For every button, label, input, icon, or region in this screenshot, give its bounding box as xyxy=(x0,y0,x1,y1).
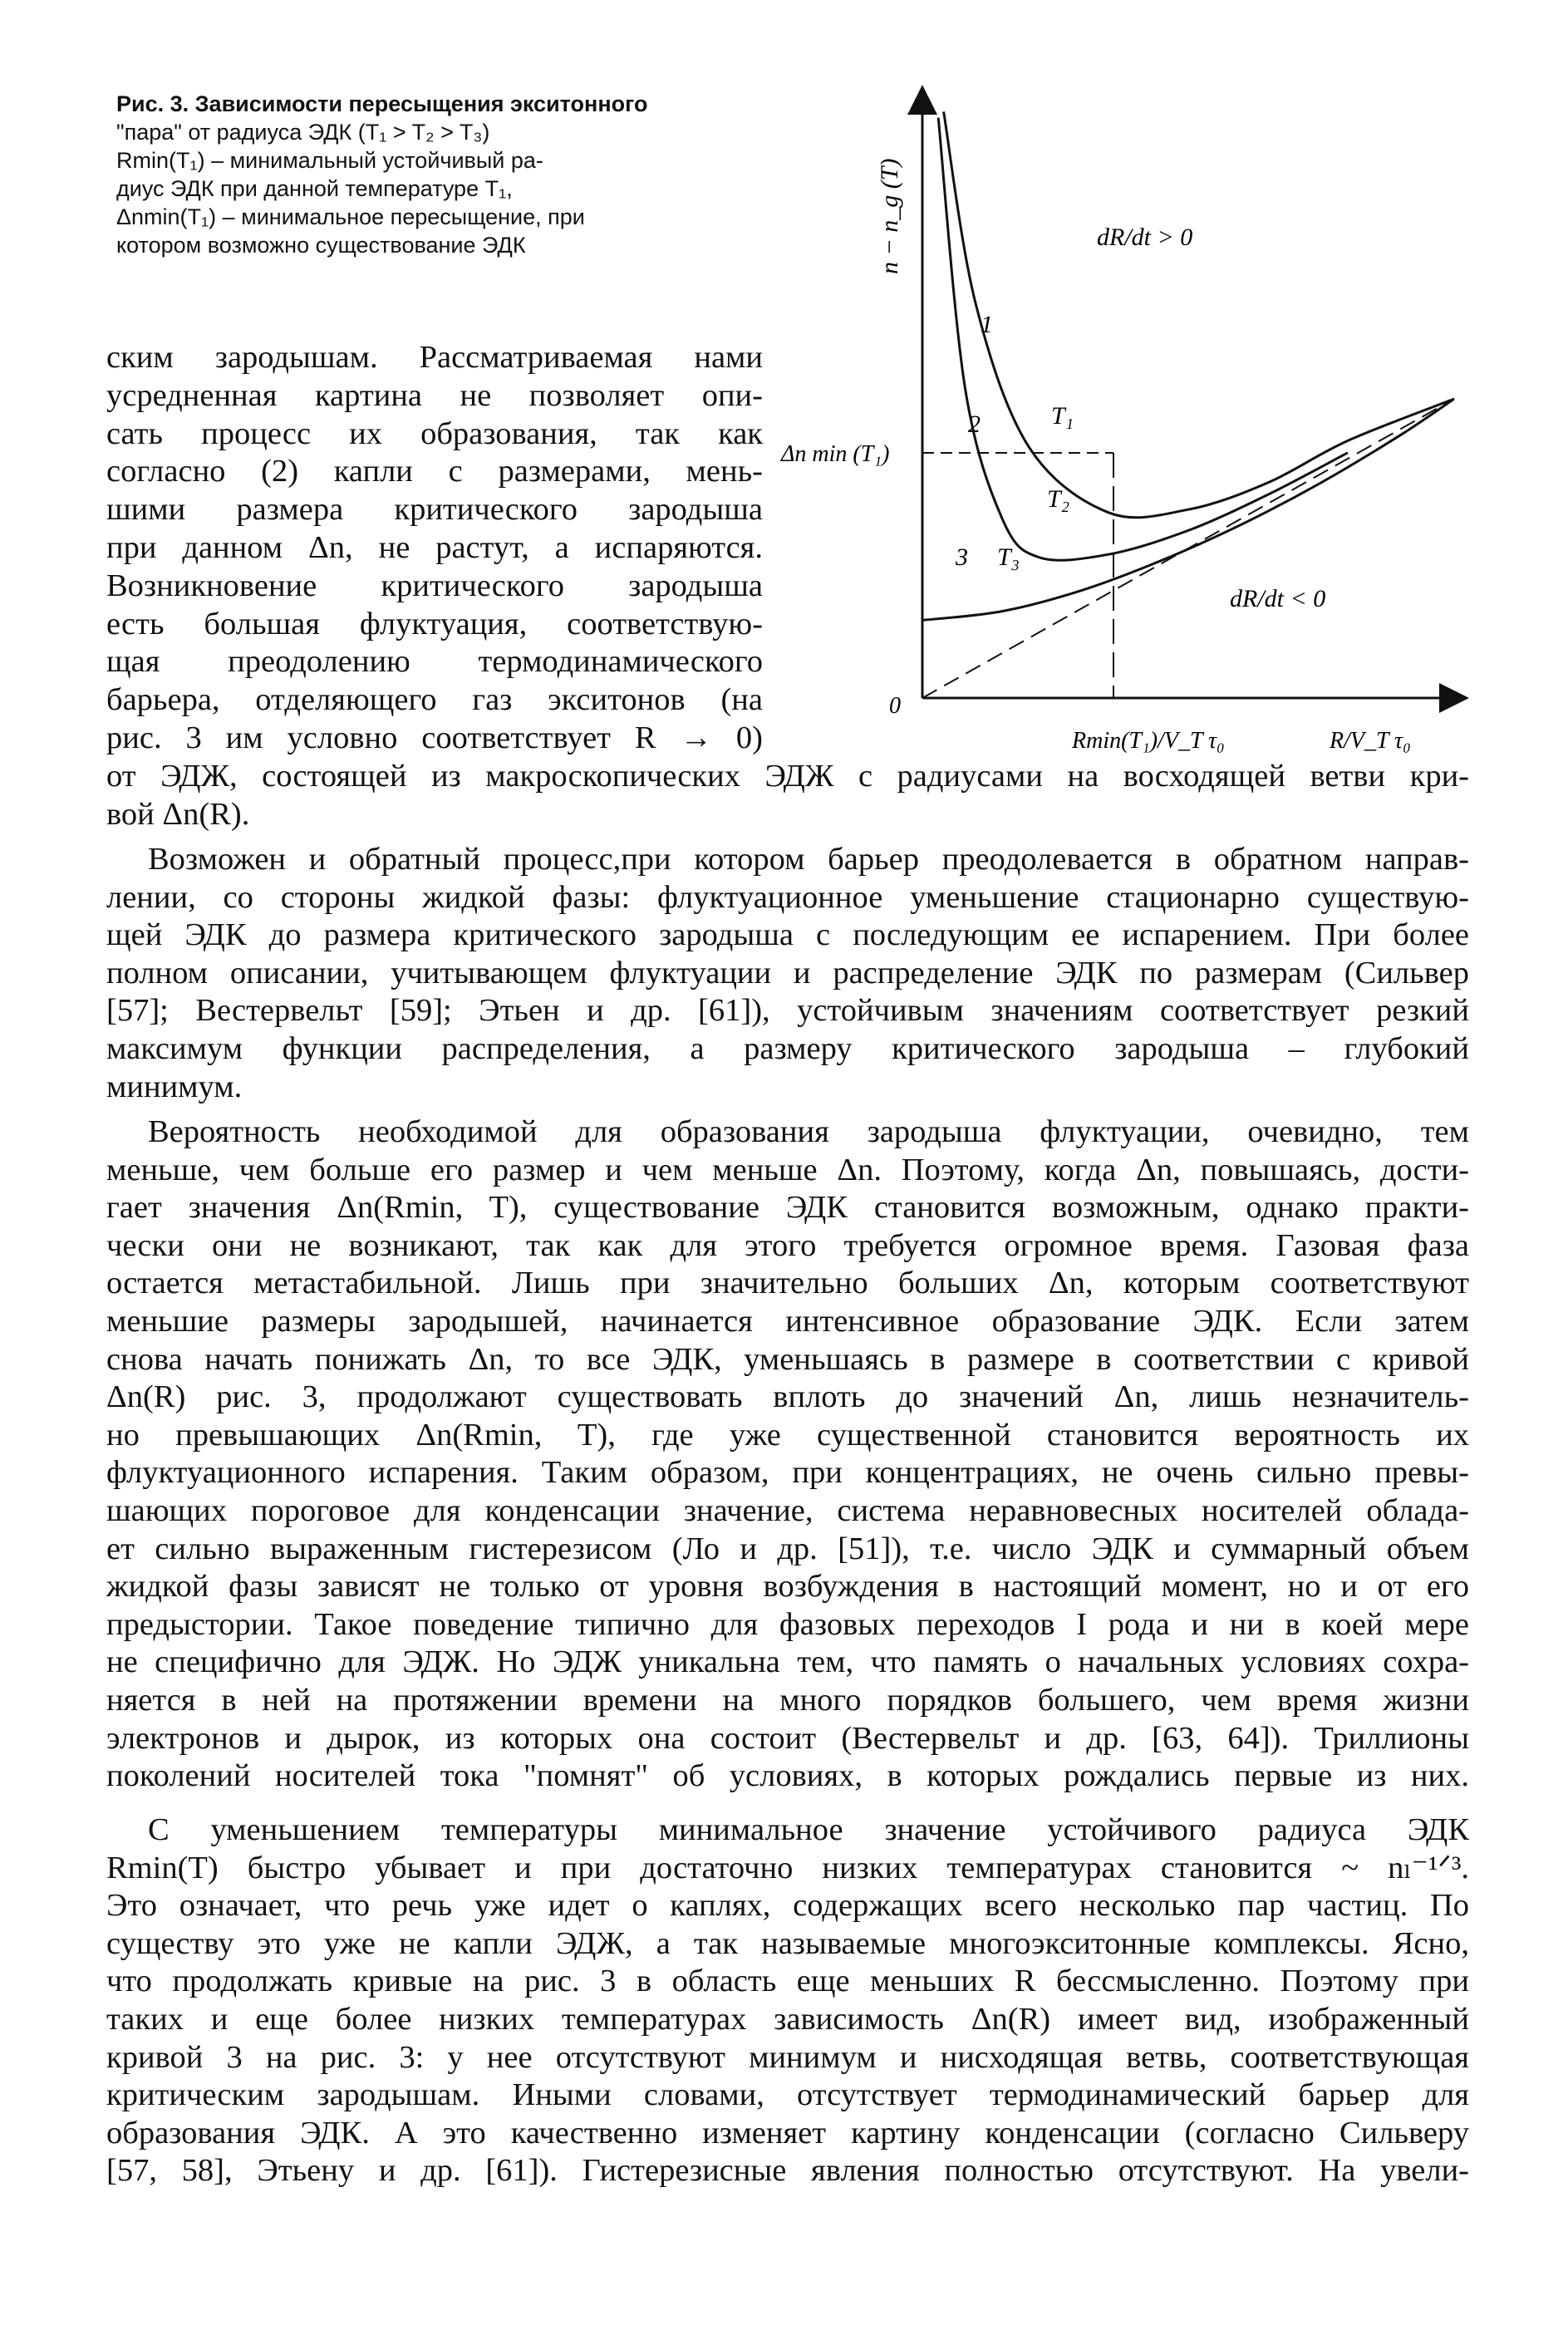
text-line: есть большая флуктуация, соответствую- xyxy=(106,606,763,641)
text-line: максимум функции распределения, а размеру критического зародыша – глубокий xyxy=(106,1030,1469,1066)
text-line: сать процесс их образования, так как xyxy=(106,415,763,451)
text-line: гает значения Δn(Rmin, T), существование ЭДК становится возможным, однако практи- xyxy=(106,1190,1469,1226)
temperature-t1-label: T₁ xyxy=(1051,402,1074,430)
caption-line: Δnmin(T₁) – минимальное пересыщение, при xyxy=(116,204,585,229)
dr-dt-negative-label: dR/dt < 0 xyxy=(1230,585,1326,612)
rmin-axis-label: Rmin(T₁)/V_T τ₀ xyxy=(1072,728,1225,754)
origin-label: 0 xyxy=(889,693,901,719)
text-line: поколений носителей тока "помнят" об условиях, в которых рождались первые из них. xyxy=(106,1758,1469,1794)
paragraph-3 xyxy=(106,1113,1469,1796)
dn-min-label: Δn min (T₁) xyxy=(781,441,890,467)
temperature-t3-label: T₃ xyxy=(997,543,1020,571)
text-line: жидкой фазы зависят не только от уровня возбуждения в настоящий момент, но и от его xyxy=(106,1569,1469,1605)
text-line: лении, со стороны жидкой фазы: флуктуационное уменьшение стационарно существую- xyxy=(106,879,1469,915)
text-line: Вероятность необходимой для образования зародыша флуктуации, очевидно, тем xyxy=(148,1114,1469,1149)
text-line: от ЭДЖ, состоящей из макроскопических ЭДЖ с радиусами на восходящей ветви кри- xyxy=(106,759,1469,794)
text-line: таких и еще более низких температурах зависимость Δn(R) имеет вид, изображенный xyxy=(106,2001,1469,2037)
text-line: Rmin(T) быстро убывает и при достаточно низких температурах становится ~ nₗ⁻¹ᐟ³. xyxy=(106,1850,1469,1885)
text-line: усредненная картина не позволяет опи- xyxy=(106,377,763,413)
text-line: снова начать понижать Δn, то все ЭДК, уменьшаясь в размере в соответствии с кривой xyxy=(106,1341,1469,1377)
narrow-column xyxy=(106,339,763,758)
text-line: что продолжать кривые на рис. 3 в область еще меньших R бессмысленно. Поэтому при xyxy=(106,1964,1469,1999)
text-line: существу это уже не капли ЭДЖ, а так называемые многоэкситонные комплексы. Ясно, xyxy=(106,1925,1469,1961)
caption-line: диус ЭДК при данной температуре T₁, xyxy=(116,176,513,201)
text-line: чески они не возникают, так как для этого требуется огромное время. Газовая фаза xyxy=(106,1227,1469,1263)
text-line: полном описании, учитывающем флуктуации и распределение ЭДК по размерам (Сильвер xyxy=(106,955,1469,990)
text-line: шими размера критического зародыша xyxy=(106,492,763,528)
x-axis-label: R/V_T τ₀ xyxy=(1330,728,1411,754)
caption-line: Rmin(T₁) – минимальный устойчивый ра- xyxy=(116,148,543,173)
text-line: Δn(R) рис. 3, продолжают существовать вплоть до значений Δn, лишь незначитель- xyxy=(106,1379,1469,1415)
text-line: барьера, отделяющего газ экситонов (на xyxy=(106,682,763,718)
curve-2-label: 2 xyxy=(968,410,981,438)
text-line: предыстории. Такое поведение типично для фазовых переходов I рода и ни в коей мере xyxy=(106,1606,1469,1642)
paragraph-1-tail xyxy=(106,758,1469,833)
text-line: шающих пороговое для конденсации значение, система неравновесных носителей облада- xyxy=(106,1492,1469,1528)
text-line: С уменьшением температуры минимальное значение устойчивого радиуса ЭДК xyxy=(148,1812,1469,1847)
text-line: [57]; Вестервельт [59]; Этьен и др. [61]), устойчивым значениям соответствует резкий xyxy=(106,993,1469,1029)
curve-2-t2 xyxy=(938,118,1348,561)
curve-1-t1 xyxy=(944,111,1454,517)
text-line: щей ЭДК до размера критического зародыша с последующим ее испарением. При более xyxy=(106,917,1469,953)
text-line: остается метастабильной. Лишь при значительно больших Δn, которым соответствуют xyxy=(106,1266,1469,1301)
curve-1-label: 1 xyxy=(981,311,993,338)
caption-line: Рис. 3. Зависимости пересыщения экситонного xyxy=(116,91,648,116)
text-line: при данном Δn, не растут, а испаряются. xyxy=(106,529,763,565)
y-axis-label: n − n_g (T) xyxy=(876,158,903,274)
figure-graph xyxy=(764,66,1496,781)
text-line: кривой 3 на рис. 3: у нее отсутствуют минимум и нисходящая ветвь, соответствующая xyxy=(106,2039,1469,2075)
text-line: электронов и дырок, из которых она состоит (Вестервельт и др. [63, 64]). Триллионы xyxy=(106,1720,1469,1756)
text-line: вой Δn(R). xyxy=(106,796,250,832)
figure-caption xyxy=(116,90,756,259)
caption-line: котором возможно существование ЭДК xyxy=(116,233,526,258)
text-line: но превышающих Δn(Rmin, T), где уже существенной становится вероятность их xyxy=(106,1417,1469,1453)
text-line: ет сильно выраженным гистерезисом (Ло и др. [51]), т.е. число ЭДК и суммарный объем xyxy=(106,1531,1469,1566)
text-line: [57, 58], Этьену и др. [61]). Гистерезисные явления полностью отсутствуют. На увели- xyxy=(106,2153,1469,2189)
text-line: няется в ней на протяжении времени на много порядков большего, чем время жизни xyxy=(106,1682,1469,1718)
text-line: Возникновение критического зародыша xyxy=(106,568,763,603)
text-line: согласно (2) капли с размерами, мень- xyxy=(106,454,763,489)
text-line: рис. 3 им условно соответствует R → 0) xyxy=(106,720,763,755)
text-line: образования ЭДК. А это качественно изменяет картину конденсации (согласно Сильверу xyxy=(106,2115,1469,2151)
text-line: не специфично для ЭДЖ. Но ЭДЖ уникальна тем, что память о начальных условиях сохра- xyxy=(106,1644,1469,1680)
paragraph-2 xyxy=(106,841,1469,1106)
text-line: Это означает, что речь уже идет о каплях, содержащих всего несколько пар частиц. По xyxy=(106,1888,1469,1924)
text-line: флуктуационного испарения. Таким образом, при концентрациях, не очень сильно превы- xyxy=(106,1455,1469,1491)
text-line: минимум. xyxy=(106,1069,243,1104)
text-line: меньше, чем больше его размер и чем меньше Δn. Поэтому, когда Δn, повышаясь, дости- xyxy=(106,1152,1469,1187)
curve-3-label: 3 xyxy=(956,543,968,571)
dr-dt-positive-label: dR/dt > 0 xyxy=(1097,224,1193,251)
text-line: ским зародышам. Рассматриваемая нами xyxy=(106,340,763,375)
text-line: Возможен и обратный процесс,при котором барьер преодолевается в обратном направ- xyxy=(148,842,1469,877)
paragraph-4 xyxy=(106,1811,1469,2190)
text-line: щая преодолению термодинамического xyxy=(106,644,763,680)
text-line: критическим зародышам. Иными словами, отсутствует термодинамический барьер для xyxy=(106,2077,1469,2113)
temperature-t2-label: T₂ xyxy=(1047,485,1070,513)
text-line: меньшие размеры зародышей, начинается интенсивное образование ЭДК. Если затем xyxy=(106,1303,1469,1339)
caption-line: "пара" от радиуса ЭДК (T₁ > T₂ > T₃) xyxy=(116,120,490,145)
